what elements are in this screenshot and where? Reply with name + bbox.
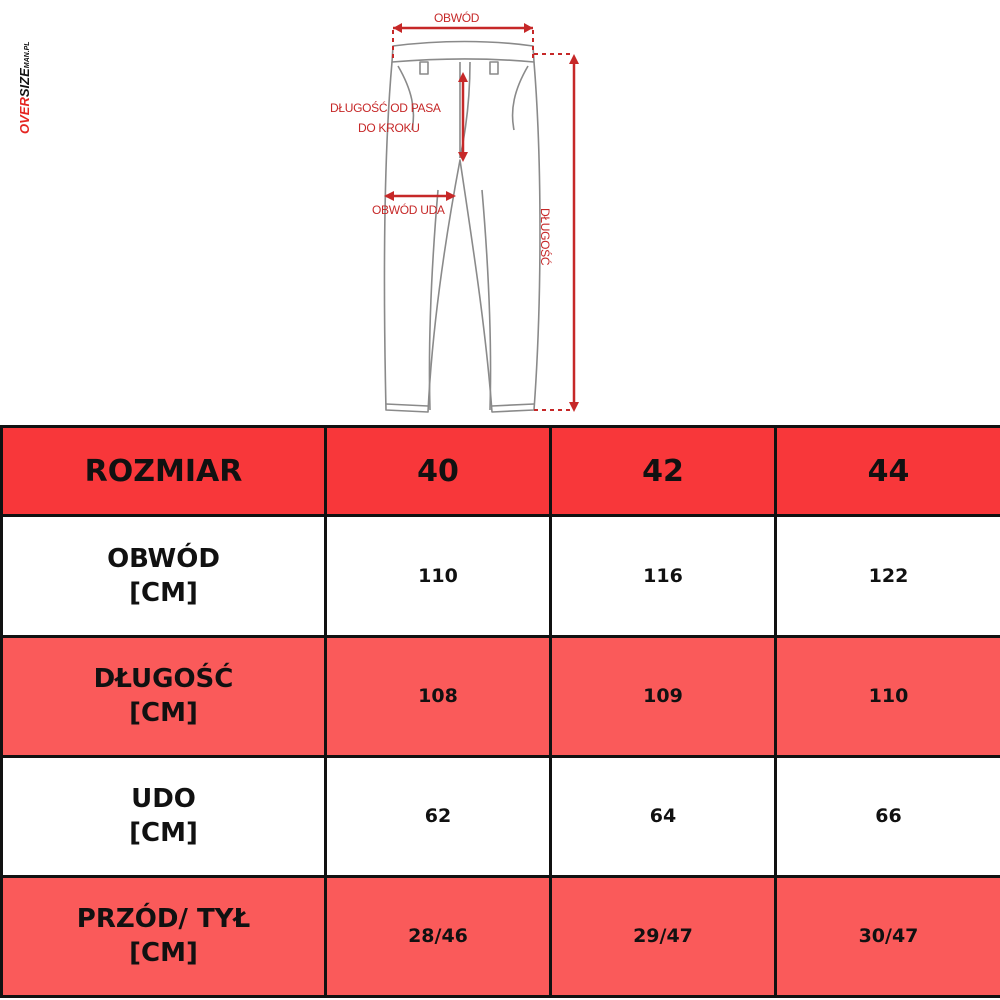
table-cell: 108 <box>326 636 551 756</box>
table-row-thigh <box>2 756 1000 876</box>
table-cell: 62 <box>326 756 551 876</box>
header-cell-42: 42 <box>551 427 776 516</box>
table-cell: 110 <box>326 516 551 636</box>
header-cell-44: 44 <box>776 427 1000 516</box>
header-cell-size: ROZMIAR <box>2 427 326 516</box>
row-label-thigh <box>2 756 326 876</box>
trousers-diagram <box>320 0 620 420</box>
table-cell: 110 <box>776 636 1000 756</box>
thigh-label: OBWÓD UDA <box>372 203 445 217</box>
row-label-text: OBWÓD <box>107 543 220 574</box>
table-cell: 30/47 <box>776 876 1000 996</box>
waist-label: OBWÓD <box>434 11 480 25</box>
table-cell: 64 <box>551 756 776 876</box>
size-table <box>0 425 1000 998</box>
table-cell: 122 <box>776 516 1000 636</box>
trousers-drawing <box>320 0 620 420</box>
svg-text:OVERSIZEMAN.PL: OVERSIZEMAN.PL <box>17 41 32 134</box>
brand-logo-graphic <box>12 14 36 134</box>
table-cell: 116 <box>551 516 776 636</box>
row-label-length <box>2 636 326 756</box>
brand-logo <box>12 14 36 134</box>
header-cell-40: 40 <box>326 427 551 516</box>
row-label-text: UDO <box>131 784 196 815</box>
table-row-waist <box>2 516 1000 636</box>
table-cell: 66 <box>776 756 1000 876</box>
row-label-text: DŁUGOŚĆ <box>93 664 234 695</box>
table-cell: 28/46 <box>326 876 551 996</box>
row-label-text: PRZÓD/ TYŁ <box>76 904 251 935</box>
row-label-unit: [CM] <box>129 938 198 969</box>
table-row-length <box>2 636 1000 756</box>
length-label: DŁUGOŚĆ <box>538 208 552 266</box>
row-label-rise <box>2 876 326 996</box>
table-header-row <box>2 427 1000 516</box>
table-cell: 29/47 <box>551 876 776 996</box>
row-label-waist <box>2 516 326 636</box>
row-label-unit: [CM] <box>129 698 198 729</box>
row-label-unit: [CM] <box>129 577 198 608</box>
table-cell: 109 <box>551 636 776 756</box>
table-row-rise <box>2 876 1000 996</box>
rise-label-line2: DO KROKU <box>358 121 420 135</box>
rise-label-line1: DŁUGOŚĆ OD PASA <box>330 101 441 115</box>
row-label-unit: [CM] <box>129 818 198 849</box>
